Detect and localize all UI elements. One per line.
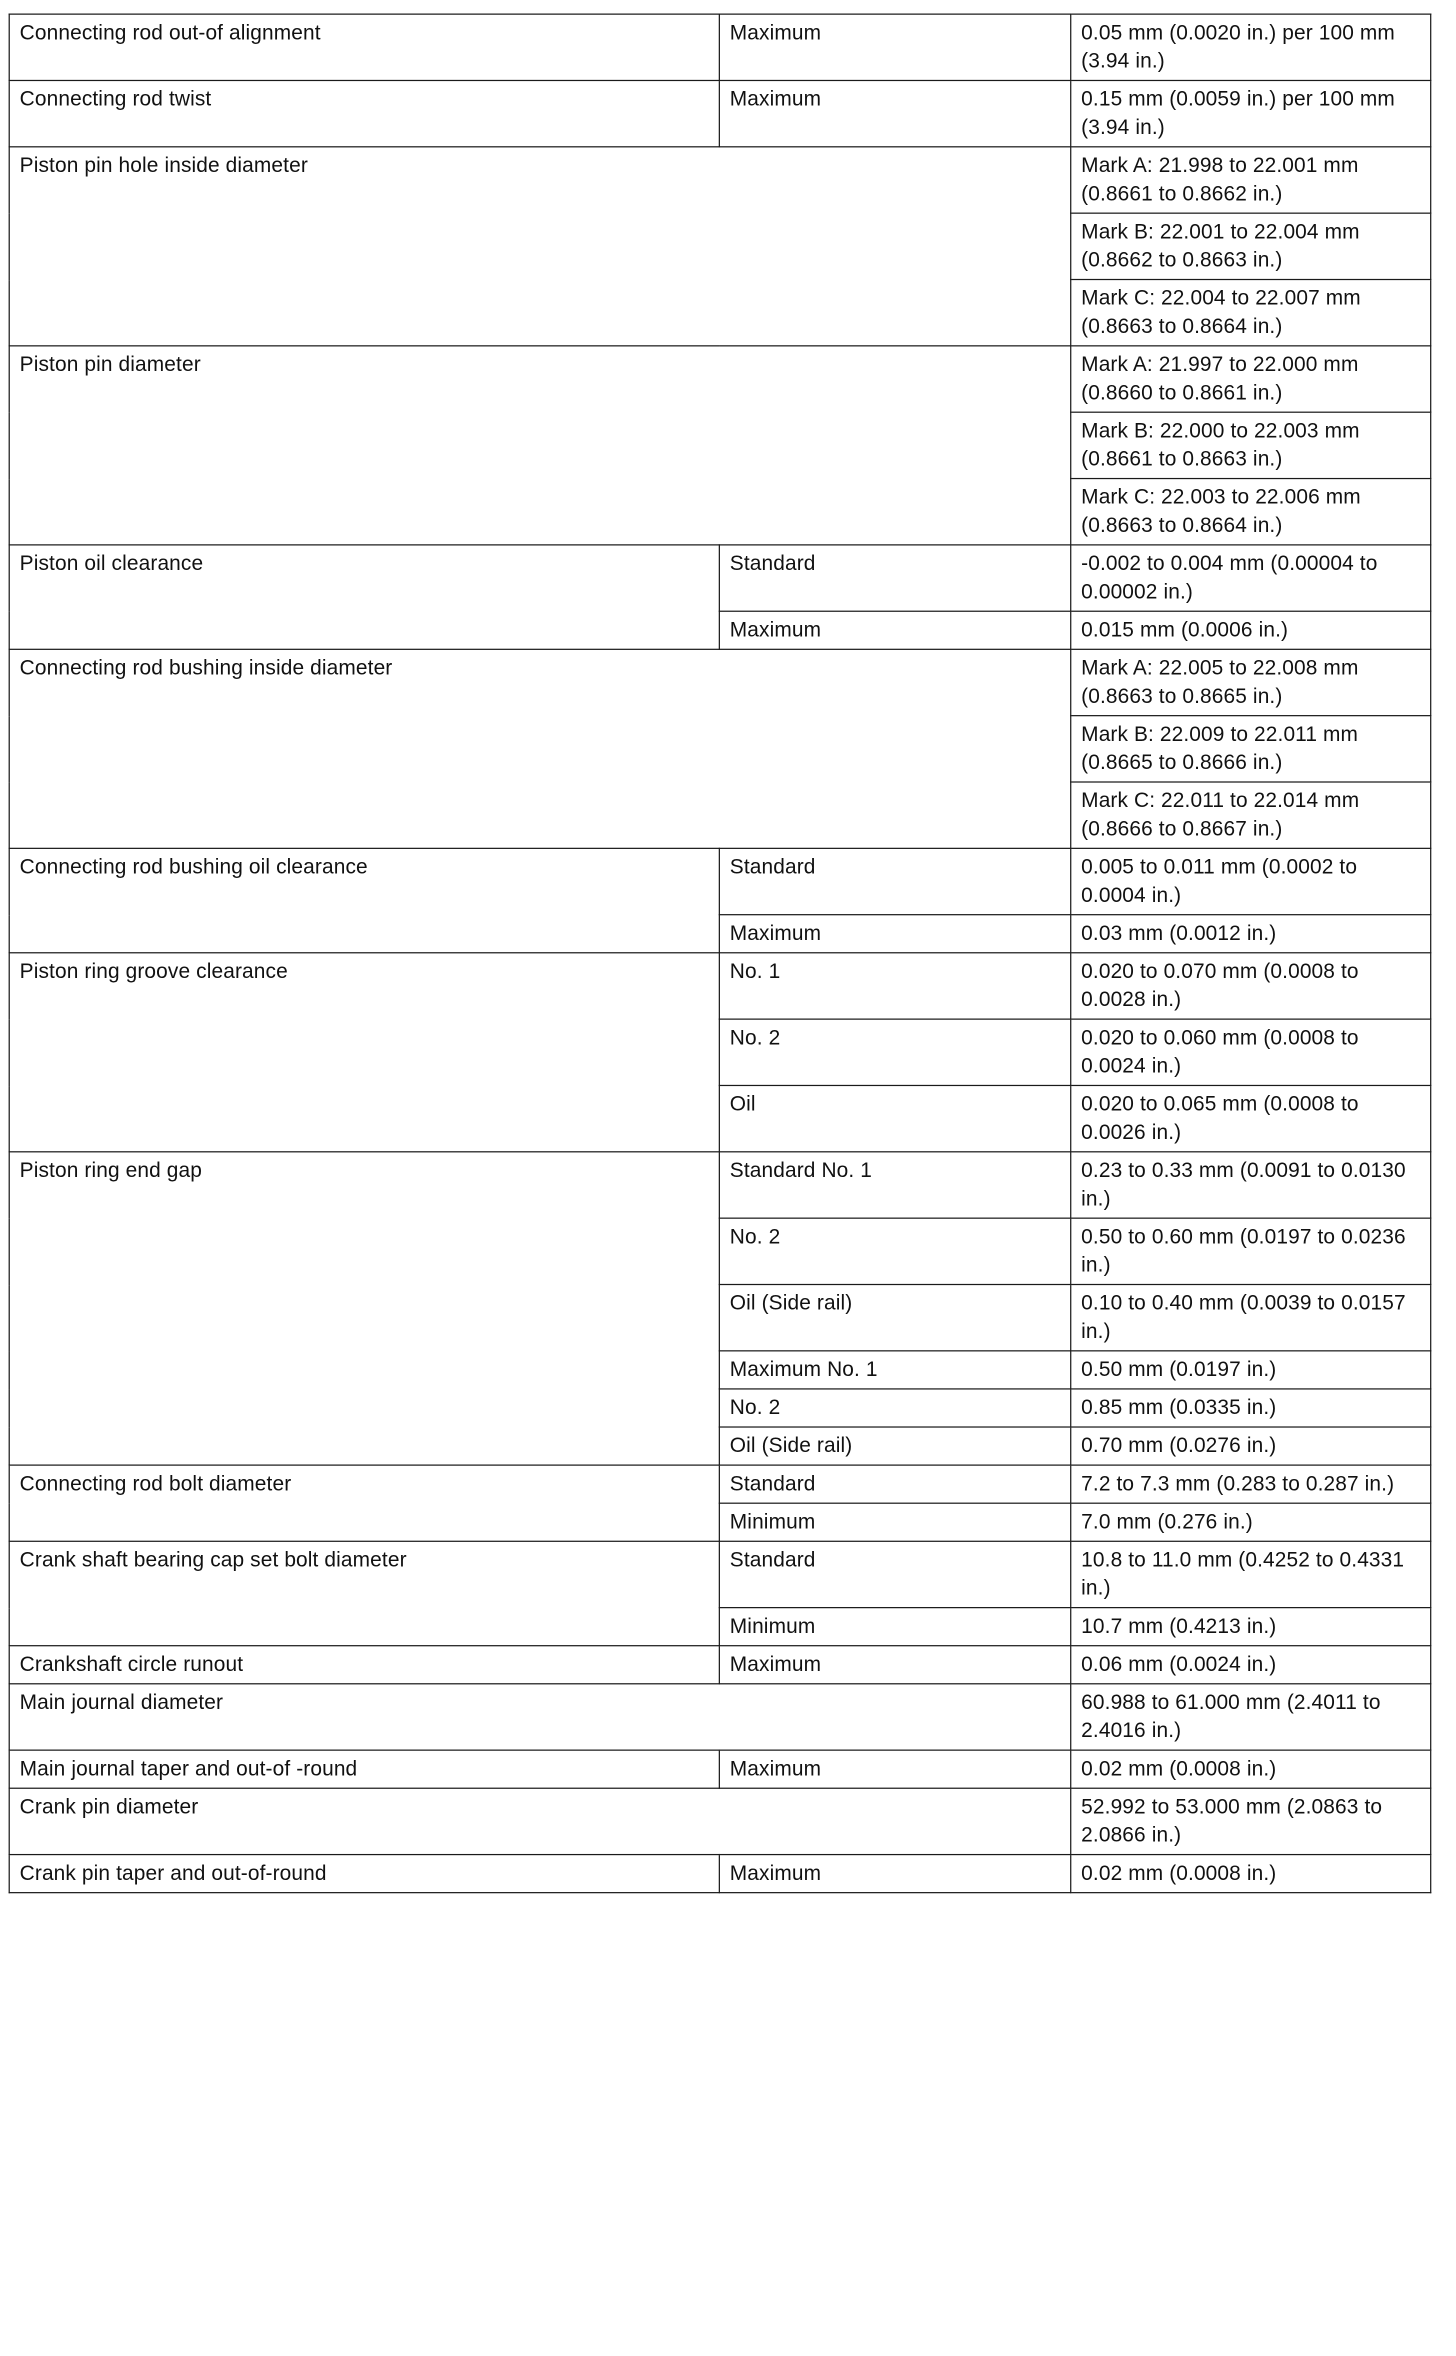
spec-condition: Oil bbox=[719, 1085, 1070, 1151]
table-row bbox=[9, 147, 1430, 213]
spec-value: Mark A: 21.998 to 22.001 mm (0.8661 to 0.8662 in.) bbox=[1071, 147, 1431, 213]
spec-condition: Maximum bbox=[719, 1646, 1070, 1684]
table-row bbox=[9, 1788, 1430, 1854]
spec-value: Mark C: 22.003 to 22.006 mm (0.8663 to 0.8664 in.) bbox=[1071, 479, 1431, 545]
specification-table bbox=[9, 14, 1432, 1894]
specification-table-body bbox=[9, 14, 1430, 1893]
spec-value: 7.2 to 7.3 mm (0.283 to 0.287 in.) bbox=[1071, 1465, 1431, 1503]
spec-item-label: Connecting rod bushing oil clearance bbox=[9, 848, 719, 952]
spec-item-label: Crank pin taper and out-of-round bbox=[9, 1855, 719, 1893]
spec-value: 10.8 to 11.0 mm (0.4252 to 0.4331 in.) bbox=[1071, 1541, 1431, 1607]
spec-value: 10.7 mm (0.4213 in.) bbox=[1071, 1608, 1431, 1646]
spec-value: Mark C: 22.011 to 22.014 mm (0.8666 to 0.8667 in.) bbox=[1071, 782, 1431, 848]
spec-condition: Maximum bbox=[719, 14, 1070, 80]
spec-value: 0.10 to 0.40 mm (0.0039 to 0.0157 in.) bbox=[1071, 1285, 1431, 1351]
spec-condition: Maximum bbox=[719, 1855, 1070, 1893]
spec-condition: Maximum No. 1 bbox=[719, 1351, 1070, 1389]
spec-condition: Maximum bbox=[719, 80, 1070, 146]
spec-item-label: Piston ring end gap bbox=[9, 1152, 719, 1465]
table-row bbox=[9, 80, 1430, 146]
spec-value: 0.02 mm (0.0008 in.) bbox=[1071, 1855, 1431, 1893]
table-row bbox=[9, 1152, 1430, 1218]
spec-item-label: Crank shaft bearing cap set bolt diameter bbox=[9, 1541, 719, 1645]
spec-value: 52.992 to 53.000 mm (2.0863 to 2.0866 in.) bbox=[1071, 1788, 1431, 1854]
spec-item-label: Connecting rod out-of alignment bbox=[9, 14, 719, 80]
spec-value: 0.06 mm (0.0024 in.) bbox=[1071, 1646, 1431, 1684]
table-row bbox=[9, 14, 1430, 80]
spec-value: Mark B: 22.000 to 22.003 mm (0.8661 to 0.8663 in.) bbox=[1071, 412, 1431, 478]
table-row bbox=[9, 1684, 1430, 1750]
spec-value: 7.0 mm (0.276 in.) bbox=[1071, 1503, 1431, 1541]
spec-value: 0.23 to 0.33 mm (0.0091 to 0.0130 in.) bbox=[1071, 1152, 1431, 1218]
spec-condition: Maximum bbox=[719, 611, 1070, 649]
spec-item-label: Crank pin diameter bbox=[9, 1788, 1071, 1854]
spec-condition: Oil (Side rail) bbox=[719, 1427, 1070, 1465]
spec-item-label: Piston pin diameter bbox=[9, 346, 1071, 545]
spec-value: Mark B: 22.009 to 22.011 mm (0.8665 to 0.8666 in.) bbox=[1071, 716, 1431, 782]
spec-item-label: Main journal diameter bbox=[9, 1684, 1071, 1750]
spec-condition: No. 2 bbox=[719, 1218, 1070, 1284]
table-row bbox=[9, 1465, 1430, 1503]
spec-value: 0.020 to 0.065 mm (0.0008 to 0.0026 in.) bbox=[1071, 1085, 1431, 1151]
spec-condition: Standard No. 1 bbox=[719, 1152, 1070, 1218]
spec-condition: Maximum bbox=[719, 1750, 1070, 1788]
spec-item-label: Crankshaft circle runout bbox=[9, 1646, 719, 1684]
spec-value: 0.020 to 0.070 mm (0.0008 to 0.0028 in.) bbox=[1071, 953, 1431, 1019]
spec-condition: Oil (Side rail) bbox=[719, 1285, 1070, 1351]
spec-value: 0.15 mm (0.0059 in.) per 100 mm (3.94 in.) bbox=[1071, 80, 1431, 146]
spec-value: 0.020 to 0.060 mm (0.0008 to 0.0024 in.) bbox=[1071, 1019, 1431, 1085]
spec-item-label: Connecting rod bushing inside diameter bbox=[9, 649, 1071, 848]
spec-item-label: Piston ring groove clearance bbox=[9, 953, 719, 1152]
spec-condition: Standard bbox=[719, 1465, 1070, 1503]
spec-value: -0.002 to 0.004 mm (0.00004 to 0.00002 in.) bbox=[1071, 545, 1431, 611]
spec-condition: Minimum bbox=[719, 1503, 1070, 1541]
table-row bbox=[9, 1541, 1430, 1607]
spec-condition: No. 1 bbox=[719, 953, 1070, 1019]
spec-value: 0.85 mm (0.0335 in.) bbox=[1071, 1389, 1431, 1427]
spec-value: 0.50 to 0.60 mm (0.0197 to 0.0236 in.) bbox=[1071, 1218, 1431, 1284]
table-row bbox=[9, 346, 1430, 412]
spec-value: 0.02 mm (0.0008 in.) bbox=[1071, 1750, 1431, 1788]
spec-condition: No. 2 bbox=[719, 1389, 1070, 1427]
spec-item-label: Piston oil clearance bbox=[9, 545, 719, 649]
table-row bbox=[9, 649, 1430, 715]
spec-value: Mark B: 22.001 to 22.004 mm (0.8662 to 0.8663 in.) bbox=[1071, 213, 1431, 279]
table-row bbox=[9, 1855, 1430, 1893]
spec-condition: Standard bbox=[719, 848, 1070, 914]
spec-item-label: Main journal taper and out-of -round bbox=[9, 1750, 719, 1788]
spec-item-label: Piston pin hole inside diameter bbox=[9, 147, 1071, 346]
spec-value: Mark C: 22.004 to 22.007 mm (0.8663 to 0.8664 in.) bbox=[1071, 280, 1431, 346]
spec-condition: Maximum bbox=[719, 915, 1070, 953]
spec-value: 60.988 to 61.000 mm (2.4011 to 2.4016 in.) bbox=[1071, 1684, 1431, 1750]
spec-value: Mark A: 21.997 to 22.000 mm (0.8660 to 0.8661 in.) bbox=[1071, 346, 1431, 412]
spec-value: 0.05 mm (0.0020 in.) per 100 mm (3.94 in.) bbox=[1071, 14, 1431, 80]
spec-value: Mark A: 22.005 to 22.008 mm (0.8663 to 0.8665 in.) bbox=[1071, 649, 1431, 715]
spec-value: 0.005 to 0.011 mm (0.0002 to 0.0004 in.) bbox=[1071, 848, 1431, 914]
spec-value: 0.015 mm (0.0006 in.) bbox=[1071, 611, 1431, 649]
table-row bbox=[9, 545, 1430, 611]
spec-value: 0.50 mm (0.0197 in.) bbox=[1071, 1351, 1431, 1389]
spec-value: 0.70 mm (0.0276 in.) bbox=[1071, 1427, 1431, 1465]
table-row bbox=[9, 1646, 1430, 1684]
table-row bbox=[9, 953, 1430, 1019]
spec-condition: Standard bbox=[719, 545, 1070, 611]
spec-item-label: Connecting rod twist bbox=[9, 80, 719, 146]
spec-condition: No. 2 bbox=[719, 1019, 1070, 1085]
table-row bbox=[9, 848, 1430, 914]
spec-item-label: Connecting rod bolt diameter bbox=[9, 1465, 719, 1541]
spec-condition: Minimum bbox=[719, 1608, 1070, 1646]
spec-condition: Standard bbox=[719, 1541, 1070, 1607]
table-row bbox=[9, 1750, 1430, 1788]
spec-value: 0.03 mm (0.0012 in.) bbox=[1071, 915, 1431, 953]
